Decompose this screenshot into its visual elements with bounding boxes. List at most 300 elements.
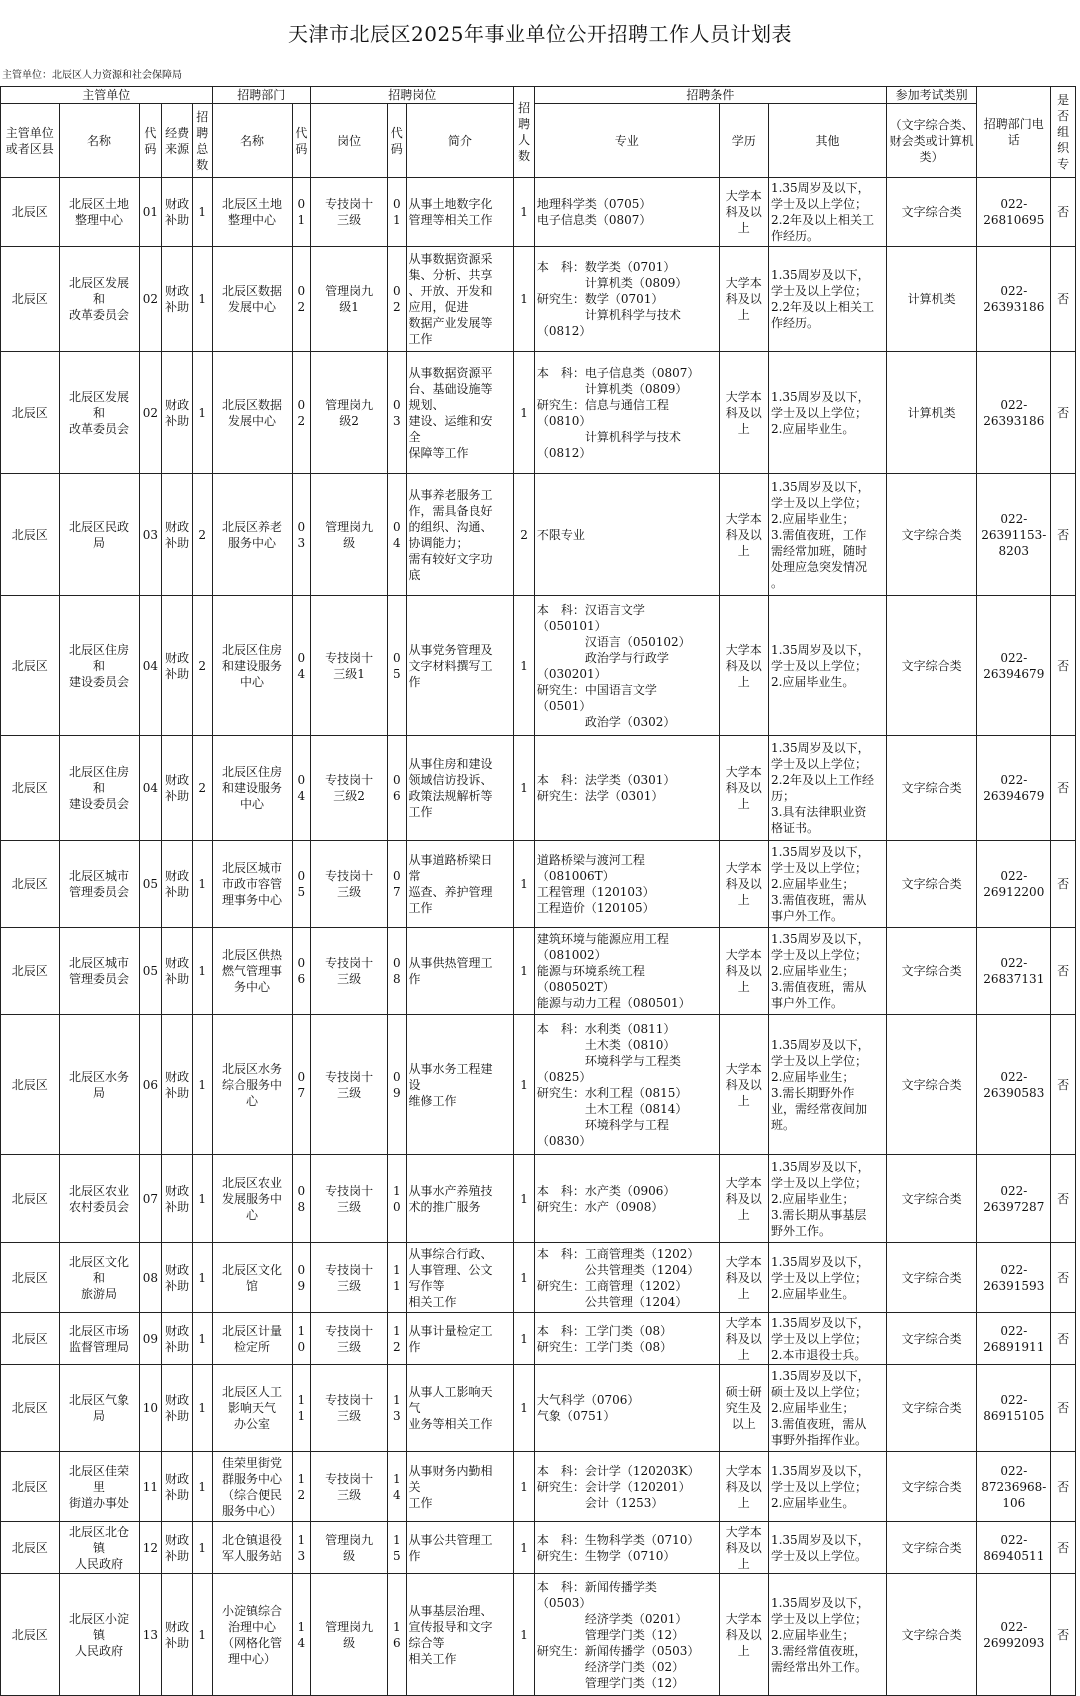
cell-major: 本 科：生物科学类（0710） 研究生：生物学（0710） [534, 1522, 719, 1574]
cell-dept: 北辰区小淀 镇 人民政府 [59, 1574, 139, 1696]
cell-funding: 财政 补助 [162, 1015, 193, 1155]
cell-other: 1.35周岁及以下， 学士及以上学位； 2.2年及以上相关工 作经历。 [768, 178, 886, 247]
cell-rdept-code: 01 [292, 178, 310, 247]
cell-rdept-code: 10 [292, 1313, 310, 1365]
cell-intro: 从事党务管理及 文字材料撰写工 作 [406, 596, 514, 736]
cell-rdept-code: 05 [292, 841, 310, 928]
cell-phone: 022- 26390583 [977, 1015, 1051, 1155]
cell-rdept-code: 14 [292, 1574, 310, 1696]
cell-major: 建筑环境与能源应用工程 （081002） 能源与环境系统工程 （080502T） 能源与动力工程（080501） [534, 928, 719, 1015]
cell-phone: 022- 26810695 [977, 178, 1051, 247]
cell-post-code: 16 [388, 1574, 406, 1696]
cell-major: 本 科：新闻传播学类 （0503） 经济学类（0201） 管理学门类（12） 研究生：新闻传播学（0503） 经济学门类（02） 管理学门类（12） [534, 1574, 719, 1696]
cell-rdept: 北辰区数据 发展中心 [212, 352, 292, 474]
cell-area: 北辰区 [1, 596, 60, 736]
cell-exam: 文字综合类 [887, 1452, 977, 1522]
cell-phone: 022- 26891911 [977, 1313, 1051, 1365]
table-row [1, 736, 1076, 841]
cell-other: 1.35周岁及以下， 学士及以上学位； 2.应届毕业生； 3.需值夜班，工作 需经常加班，随时 处理应急突发情况 。 [768, 474, 886, 596]
cell-post-code: 05 [388, 596, 406, 736]
cell-rdept: 北辰区城市 市政市容管 理事务中心 [212, 841, 292, 928]
cell-other: 1.35周岁及以下， 学士及以上学位； 2.应届毕业生。 [768, 596, 886, 736]
cell-dept-code: 06 [139, 1015, 162, 1155]
cell-rdept: 北辰区住房 和建设服务 中心 [212, 596, 292, 736]
cell-phone: 022- 26391593 [977, 1243, 1051, 1313]
cell-dept: 北辰区市场 监督管理局 [59, 1313, 139, 1365]
cell-funding: 财政 补助 [162, 1574, 193, 1696]
cell-dept: 北辰区城市 管理委员会 [59, 928, 139, 1015]
cell-post-code: 01 [388, 178, 406, 247]
header-funding: 经费来源 [162, 104, 193, 178]
cell-post-code: 04 [388, 474, 406, 596]
table-row [1, 928, 1076, 1015]
header-area: 主管单位或者区县 [1, 104, 60, 178]
cell-post-code: 03 [388, 352, 406, 474]
cell-phone: 022- 87236968- 106 [977, 1452, 1051, 1522]
cell-rdept: 北辰区养老 服务中心 [212, 474, 292, 596]
cell-dept-code: 13 [139, 1574, 162, 1696]
cell-org: 否 [1051, 1522, 1076, 1574]
cell-intro: 从事数据资源采 集、分析、共享 、开放、开发和 应用，促进 数据产业发展等 工作 [406, 247, 514, 352]
header-total: 招聘总数 [192, 104, 212, 178]
cell-education: 大学本 科及以 上 [719, 178, 768, 247]
cell-major: 本 科：汉语言文学 （050101） 汉语言（050102） 政治学与行政学 （030201） 研究生：中国语言文学 （0501） 政治学（0302） [534, 596, 719, 736]
cell-post: 专技岗十 三级 [311, 1452, 388, 1522]
cell-rdept: 北辰区水务 综合服务中 心 [212, 1015, 292, 1155]
cell-funding: 财政 补助 [162, 1522, 193, 1574]
cell-dept: 北辰区佳荣 里 街道办事处 [59, 1452, 139, 1522]
cell-exam: 文字综合类 [887, 1313, 977, 1365]
cell-exam: 文字综合类 [887, 1243, 977, 1313]
cell-area: 北辰区 [1, 1155, 60, 1243]
cell-total: 1 [192, 841, 212, 928]
cell-org: 否 [1051, 352, 1076, 474]
cell-org: 否 [1051, 474, 1076, 596]
cell-major: 地理科学类（0705） 电子信息类（0807） [534, 178, 719, 247]
cell-post: 管理岗九 级2 [311, 352, 388, 474]
cell-other: 1.35周岁及以下， 学士及以上学位； 2.应届毕业生。 [768, 1452, 886, 1522]
cell-rdept-code: 04 [292, 596, 310, 736]
header-rdept-code: 代码 [292, 104, 310, 178]
cell-other: 1.35周岁及以下， 学士及以上学位； 2.应届毕业生； 3.需值夜班，需从 事户外工作。 [768, 928, 886, 1015]
cell-post-code: 14 [388, 1452, 406, 1522]
cell-funding: 财政 补助 [162, 1452, 193, 1522]
cell-area: 北辰区 [1, 928, 60, 1015]
table-row [1, 352, 1076, 474]
cell-dept-code: 02 [139, 247, 162, 352]
header-dept-group: 主管单位 [1, 87, 213, 104]
cell-rdept: 北辰区住房 和建设服务 中心 [212, 736, 292, 841]
cell-education: 大学本 科及以 上 [719, 474, 768, 596]
cell-major: 本 科：电子信息类（0807） 计算机类（0809） 研究生：信息与通信工程 （0810） 计算机科学与技术 （0812） [534, 352, 719, 474]
cell-count: 1 [514, 247, 535, 352]
cell-rdept: 小淀镇综合 治理中心 （网格化管 理中心） [212, 1574, 292, 1696]
cell-rdept: 佳荣里街党 群服务中心 （综合便民 服务中心） [212, 1452, 292, 1522]
cell-education: 大学本 科及以 上 [719, 1522, 768, 1574]
cell-count: 1 [514, 1243, 535, 1313]
cell-education: 大学本 科及以 上 [719, 1574, 768, 1696]
cell-rdept: 北辰区土地 整理中心 [212, 178, 292, 247]
cell-intro: 从事计量检定工 作 [406, 1313, 514, 1365]
table-row [1, 1452, 1076, 1522]
cell-post: 专技岗十 三级 [311, 1243, 388, 1313]
cell-rdept-code: 02 [292, 247, 310, 352]
cell-total: 1 [192, 178, 212, 247]
header-phone: 招聘部门电话 [977, 87, 1051, 178]
table-row [1, 1522, 1076, 1574]
cell-rdept-code: 07 [292, 1015, 310, 1155]
cell-intro: 从事道路桥梁日 常 巡查、养护管理 工作 [406, 841, 514, 928]
cell-count: 1 [514, 178, 535, 247]
cell-funding: 财政 补助 [162, 474, 193, 596]
header-org: 是否组织专 [1051, 87, 1076, 178]
cell-org: 否 [1051, 1313, 1076, 1365]
cell-other: 1.35周岁及以下， 学士及以上学位； 2.应届毕业生； 3.需长期野外作 业，需经常夜间加 班。 [768, 1015, 886, 1155]
cell-education: 大学本 科及以 上 [719, 247, 768, 352]
cell-area: 北辰区 [1, 1574, 60, 1696]
cell-org: 否 [1051, 736, 1076, 841]
header-dept-name: 名称 [59, 104, 139, 178]
cell-post: 专技岗十 三级 [311, 178, 388, 247]
cell-dept: 北辰区农业 农村委员会 [59, 1155, 139, 1243]
cell-post: 专技岗十 三级 [311, 1313, 388, 1365]
cell-total: 1 [192, 1015, 212, 1155]
cell-area: 北辰区 [1, 1452, 60, 1522]
cell-other: 1.35周岁及以下， 学士及以上学位； 2.2年及以上工作经 历； 3.具有法律职业资 格证书。 [768, 736, 886, 841]
cell-phone: 022- 86940511 [977, 1522, 1051, 1574]
cell-post-code: 13 [388, 1365, 406, 1452]
cell-education: 大学本 科及以 上 [719, 1313, 768, 1365]
cell-area: 北辰区 [1, 352, 60, 474]
header-education: 学历 [719, 104, 768, 178]
cell-area: 北辰区 [1, 1365, 60, 1452]
table-row [1, 1155, 1076, 1243]
cell-major: 不限专业 [534, 474, 719, 596]
cell-total: 2 [192, 736, 212, 841]
cell-other: 1.35周岁及以下， 学士及以上学位； 2.2年及以上相关工 作经历。 [768, 247, 886, 352]
cell-dept-code: 04 [139, 736, 162, 841]
cell-funding: 财政 补助 [162, 247, 193, 352]
cell-post-code: 12 [388, 1313, 406, 1365]
cell-intro: 从事综合行政、 人事管理、公文 写作等 相关工作 [406, 1243, 514, 1313]
cell-org: 否 [1051, 1015, 1076, 1155]
cell-total: 2 [192, 596, 212, 736]
cell-funding: 财政 补助 [162, 178, 193, 247]
cell-count: 1 [514, 1365, 535, 1452]
cell-major: 道路桥梁与渡河工程 （081006T） 工程管理（120103） 工程造价（120105） [534, 841, 719, 928]
table-row [1, 1313, 1076, 1365]
cell-total: 1 [192, 1365, 212, 1452]
cell-exam: 文字综合类 [887, 736, 977, 841]
header-conditions-group: 招聘条件 [534, 87, 886, 104]
table-row [1, 247, 1076, 352]
cell-dept: 北辰区城市 管理委员会 [59, 841, 139, 928]
cell-count: 2 [514, 474, 535, 596]
cell-total: 1 [192, 1243, 212, 1313]
cell-other: 1.35周岁及以下， 学士及以上学位。 [768, 1522, 886, 1574]
header-post-code: 代码 [388, 104, 406, 178]
cell-dept-code: 02 [139, 352, 162, 474]
cell-phone: 022- 26397287 [977, 1155, 1051, 1243]
cell-funding: 财政 补助 [162, 736, 193, 841]
cell-exam: 文字综合类 [887, 474, 977, 596]
header-exam-type: （文字综合类、财会类或计算机类） [887, 104, 977, 178]
cell-post-code: 09 [388, 1015, 406, 1155]
cell-post: 管理岗九 级1 [311, 247, 388, 352]
cell-area: 北辰区 [1, 178, 60, 247]
cell-intro: 从事水务工程建 设 维修工作 [406, 1015, 514, 1155]
table-row [1, 1574, 1076, 1696]
cell-rdept: 北辰区数据 发展中心 [212, 247, 292, 352]
cell-dept: 北辰区住房 和 建设委员会 [59, 736, 139, 841]
cell-rdept: 北辰区农业 发展服务中 心 [212, 1155, 292, 1243]
table-row [1, 1365, 1076, 1452]
cell-major: 本 科：数学类（0701） 计算机类（0809） 研究生：数学（0701） 计算机科学与技术 （0812） [534, 247, 719, 352]
cell-count: 1 [514, 841, 535, 928]
cell-total: 1 [192, 928, 212, 1015]
cell-area: 北辰区 [1, 841, 60, 928]
cell-total: 1 [192, 1522, 212, 1574]
header-exam-group: 参加考试类别 [887, 87, 977, 104]
cell-rdept: 北辰区供热 燃气管理事 务中心 [212, 928, 292, 1015]
cell-other: 1.35周岁及以下， 学士及以上学位； 2.本市退役士兵。 [768, 1313, 886, 1365]
cell-org: 否 [1051, 178, 1076, 247]
table-row [1, 474, 1076, 596]
cell-total: 2 [192, 474, 212, 596]
cell-education: 大学本 科及以 上 [719, 1015, 768, 1155]
cell-phone: 022- 26992093 [977, 1574, 1051, 1696]
table-row [1, 1243, 1076, 1313]
cell-rdept: 北辰区文化 馆 [212, 1243, 292, 1313]
cell-dept: 北辰区土地 整理中心 [59, 178, 139, 247]
cell-org: 否 [1051, 841, 1076, 928]
cell-area: 北辰区 [1, 1522, 60, 1574]
cell-education: 大学本 科及以 上 [719, 1243, 768, 1313]
cell-major: 本 科：工商管理类（1202） 公共管理类（1204） 研究生：工商管理（1202） 公共管理（1204） [534, 1243, 719, 1313]
cell-dept: 北辰区发展 和 改革委员会 [59, 352, 139, 474]
cell-area: 北辰区 [1, 247, 60, 352]
cell-org: 否 [1051, 247, 1076, 352]
cell-funding: 财政 补助 [162, 841, 193, 928]
cell-count: 1 [514, 1452, 535, 1522]
cell-rdept: 北辰区计量 检定所 [212, 1313, 292, 1365]
cell-rdept-code: 13 [292, 1522, 310, 1574]
supervisor-line: 主管单位：北辰区人力资源和社会保障局 [2, 70, 182, 81]
cell-other: 1.35周岁及以下， 学士及以上学位； 2.应届毕业生。 [768, 1243, 886, 1313]
cell-rdept-code: 03 [292, 474, 310, 596]
header-recruit-dept-group: 招聘部门 [212, 87, 311, 104]
cell-count: 1 [514, 1522, 535, 1574]
cell-dept: 北辰区住房 和 建设委员会 [59, 596, 139, 736]
cell-dept-code: 09 [139, 1313, 162, 1365]
cell-other: 1.35周岁及以下， 学士及以上学位； 2.应届毕业生； 3.需长期从事基层 野外工作。 [768, 1155, 886, 1243]
cell-phone: 022- 26393186 [977, 247, 1051, 352]
cell-post: 专技岗十 三级 [311, 841, 388, 928]
cell-rdept-code: 08 [292, 1155, 310, 1243]
cell-funding: 财政 补助 [162, 1365, 193, 1452]
cell-phone: 022- 86915105 [977, 1365, 1051, 1452]
cell-post: 专技岗十 三级2 [311, 736, 388, 841]
cell-funding: 财政 补助 [162, 1313, 193, 1365]
cell-exam: 计算机类 [887, 352, 977, 474]
cell-rdept-code: 06 [292, 928, 310, 1015]
cell-funding: 财政 补助 [162, 928, 193, 1015]
cell-exam: 文字综合类 [887, 1522, 977, 1574]
cell-post-code: 15 [388, 1522, 406, 1574]
header-intro: 简介 [406, 104, 514, 178]
cell-intro: 从事水产养殖技 术的推广服务 [406, 1155, 514, 1243]
cell-intro: 从事基层治理、 宣传报导和文字 综合等 相关工作 [406, 1574, 514, 1696]
cell-post-code: 07 [388, 841, 406, 928]
cell-intro: 从事数据资源平 台、基础设施等 规划、 建设、运维和安 全 保障等工作 [406, 352, 514, 474]
cell-dept: 北辰区气象 局 [59, 1365, 139, 1452]
header-post: 岗位 [311, 104, 388, 178]
cell-dept: 北辰区北仓 镇 人民政府 [59, 1522, 139, 1574]
cell-rdept-code: 11 [292, 1365, 310, 1452]
cell-exam: 文字综合类 [887, 178, 977, 247]
cell-major: 大气科学（0706） 气象（0751） [534, 1365, 719, 1452]
cell-other: 1.35周岁及以下， 硕士及以上学位； 2.应届毕业生； 3.需值夜班，需从 事野外指挥作业。 [768, 1365, 886, 1452]
cell-area: 北辰区 [1, 1015, 60, 1155]
header-group-row [1, 87, 1076, 104]
cell-dept-code: 10 [139, 1365, 162, 1452]
cell-funding: 财政 补助 [162, 1155, 193, 1243]
cell-post-code: 10 [388, 1155, 406, 1243]
cell-dept: 北辰区文化 和 旅游局 [59, 1243, 139, 1313]
cell-area: 北辰区 [1, 474, 60, 596]
cell-rdept-code: 02 [292, 352, 310, 474]
cell-education: 大学本 科及以 上 [719, 1155, 768, 1243]
cell-org: 否 [1051, 1574, 1076, 1696]
cell-exam: 文字综合类 [887, 928, 977, 1015]
cell-dept: 北辰区民政 局 [59, 474, 139, 596]
cell-org: 否 [1051, 1155, 1076, 1243]
cell-other: 1.35周岁及以下， 学士及以上学位； 2.应届毕业生； 3.需经常值夜班， 需经常出外工作。 [768, 1574, 886, 1696]
cell-count: 1 [514, 1015, 535, 1155]
cell-other: 1.35周岁及以下， 学士及以上学位； 2.应届毕业生； 3.需值夜班，需从 事户外工作。 [768, 841, 886, 928]
cell-dept-code: 08 [139, 1243, 162, 1313]
cell-exam: 文字综合类 [887, 596, 977, 736]
cell-dept-code: 01 [139, 178, 162, 247]
cell-total: 1 [192, 1313, 212, 1365]
cell-funding: 财政 补助 [162, 1243, 193, 1313]
cell-rdept: 北仓镇退役 军人服务站 [212, 1522, 292, 1574]
cell-count: 1 [514, 1313, 535, 1365]
cell-education: 大学本 科及以 上 [719, 928, 768, 1015]
cell-area: 北辰区 [1, 1313, 60, 1365]
cell-dept-code: 11 [139, 1452, 162, 1522]
cell-major: 本 科：会计学（120203K） 研究生：会计学（120201） 会计（1253） [534, 1452, 719, 1522]
cell-post: 管理岗九 级 [311, 1574, 388, 1696]
recruitment-plan-table [0, 86, 1076, 1696]
cell-total: 1 [192, 352, 212, 474]
cell-education: 大学本 科及以 上 [719, 736, 768, 841]
cell-dept-code: 05 [139, 928, 162, 1015]
cell-rdept-code: 09 [292, 1243, 310, 1313]
cell-area: 北辰区 [1, 1243, 60, 1313]
cell-count: 1 [514, 736, 535, 841]
cell-major: 本 科：法学类（0301） 研究生：法学（0301） [534, 736, 719, 841]
cell-count: 1 [514, 596, 535, 736]
cell-post: 专技岗十 三级 [311, 1155, 388, 1243]
cell-org: 否 [1051, 928, 1076, 1015]
cell-phone: 022- 26394679 [977, 736, 1051, 841]
table-row [1, 596, 1076, 736]
cell-dept-code: 03 [139, 474, 162, 596]
cell-intro: 从事财务内勤相 关 工作 [406, 1452, 514, 1522]
cell-phone: 022- 26837131 [977, 928, 1051, 1015]
cell-phone: 022- 26391153- 8203 [977, 474, 1051, 596]
cell-total: 1 [192, 1574, 212, 1696]
cell-post: 专技岗十 三级 [311, 1365, 388, 1452]
table-row [1, 1015, 1076, 1155]
cell-intro: 从事养老服务工 作，需具备良好 的组织、沟通、 协调能力； 需有较好文字功 底 [406, 474, 514, 596]
cell-rdept-code: 12 [292, 1452, 310, 1522]
cell-exam: 计算机类 [887, 247, 977, 352]
header-other: 其他 [768, 104, 886, 178]
cell-other: 1.35周岁及以下， 学士及以上学位； 2.应届毕业生。 [768, 352, 886, 474]
cell-count: 1 [514, 352, 535, 474]
cell-funding: 财政 补助 [162, 596, 193, 736]
cell-major: 本 科：工学门类（08） 研究生：工学门类（08） [534, 1313, 719, 1365]
cell-education: 大学本 科及以 上 [719, 1452, 768, 1522]
cell-total: 1 [192, 1155, 212, 1243]
cell-exam: 文字综合类 [887, 1574, 977, 1696]
cell-phone: 022- 26912200 [977, 841, 1051, 928]
cell-education: 大学本 科及以 上 [719, 841, 768, 928]
cell-dept-code: 07 [139, 1155, 162, 1243]
cell-count: 1 [514, 928, 535, 1015]
cell-rdept: 北辰区人工 影响天气 办公室 [212, 1365, 292, 1452]
cell-count: 1 [514, 1155, 535, 1243]
cell-intro: 从事供热管理工 作 [406, 928, 514, 1015]
cell-education: 大学本 科及以 上 [719, 352, 768, 474]
cell-dept-code: 05 [139, 841, 162, 928]
cell-post: 管理岗九 级 [311, 1522, 388, 1574]
cell-phone: 022- 26394679 [977, 596, 1051, 736]
cell-rdept-code: 04 [292, 736, 310, 841]
header-major: 专业 [534, 104, 719, 178]
cell-education: 大学本 科及以 上 [719, 596, 768, 736]
cell-funding: 财政 补助 [162, 352, 193, 474]
cell-dept: 北辰区水务 局 [59, 1015, 139, 1155]
cell-org: 否 [1051, 1365, 1076, 1452]
cell-org: 否 [1051, 596, 1076, 736]
cell-intro: 从事住房和建设 领域信访投诉、 政策法规解析等 工作 [406, 736, 514, 841]
cell-post: 专技岗十 三级 [311, 928, 388, 1015]
cell-dept-code: 12 [139, 1522, 162, 1574]
cell-phone: 022- 26393186 [977, 352, 1051, 474]
cell-post: 专技岗十 三级1 [311, 596, 388, 736]
cell-intro: 从事人工影响天 气 业务等相关工作 [406, 1365, 514, 1452]
cell-area: 北辰区 [1, 736, 60, 841]
header-rdept-name: 名称 [212, 104, 292, 178]
cell-post: 管理岗九 级 [311, 474, 388, 596]
table-row [1, 841, 1076, 928]
cell-intro: 从事土地数字化 管理等相关工作 [406, 178, 514, 247]
header-col-row [1, 104, 1076, 178]
header-post-group: 招聘岗位 [311, 87, 514, 104]
header-dept-code: 代码 [139, 104, 162, 178]
cell-post-code: 06 [388, 736, 406, 841]
cell-education: 硕士研 究生及 以上 [719, 1365, 768, 1452]
cell-major: 本 科：水利类（0811） 土木类（0810） 环境科学与工程类 （0825） 研究生：水利工程（0815） 土木工程（0814） 环境科学与工程 （0830） [534, 1015, 719, 1155]
table-row [1, 178, 1076, 247]
cell-post-code: 02 [388, 247, 406, 352]
cell-dept: 北辰区发展 和 改革委员会 [59, 247, 139, 352]
page-title: 天津市北辰区2025年事业单位公开招聘工作人员计划表 [288, 22, 792, 46]
cell-post-code: 08 [388, 928, 406, 1015]
